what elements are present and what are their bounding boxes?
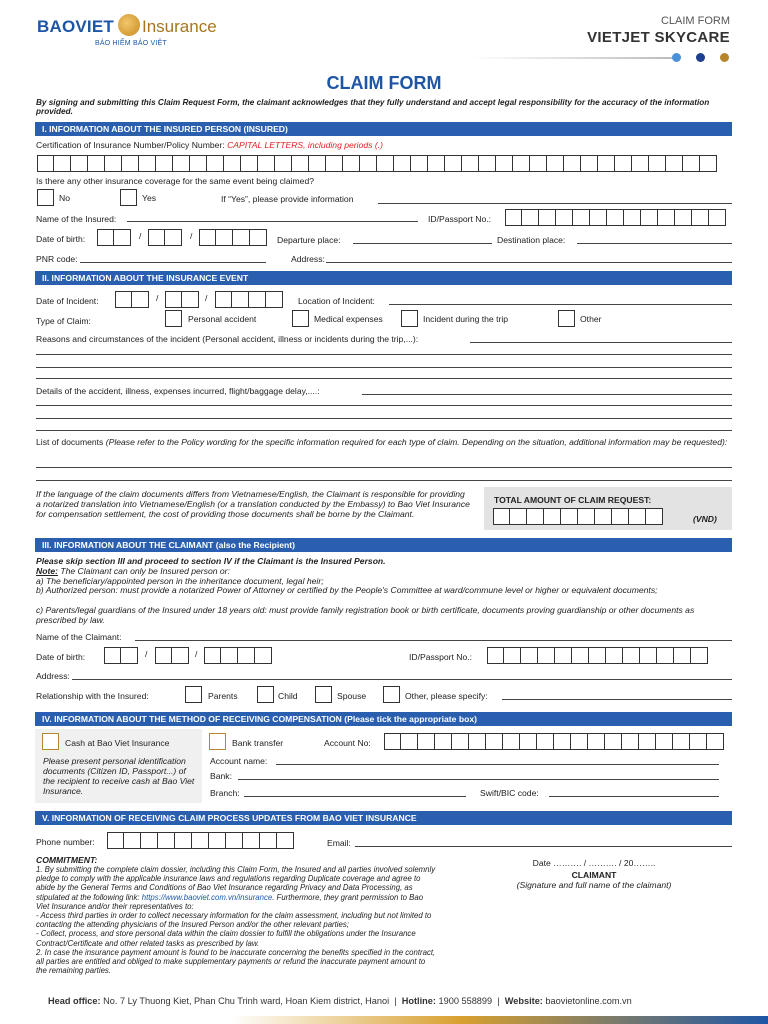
personal-accident-checkbox[interactable]	[165, 310, 182, 327]
documents-label-text: List of documents	[36, 437, 106, 447]
header-dot-1	[672, 53, 681, 62]
header-divider	[470, 57, 675, 59]
insured-dob-day[interactable]	[97, 229, 131, 246]
email-field[interactable]	[355, 846, 732, 847]
destination-label: Destination place:	[497, 235, 566, 245]
head-office-label: Head office:	[48, 996, 101, 1006]
documents-line-1[interactable]	[36, 467, 732, 468]
incident-year[interactable]	[215, 291, 283, 308]
note-rest: The Claimant can only be Insured person or:	[57, 566, 230, 576]
note-b: b) Authorized person: must provide a notarized Power of Attorney or certified by the People's Committee at ward/commune level or higher or equivalent documents;	[36, 585, 658, 595]
email-label: Email:	[327, 838, 351, 848]
child-checkbox[interactable]	[257, 686, 274, 703]
head-office-address: No. 7 Ly Thuong Kiet, Phan Chu Trinh ward, Hoan Kiem district, Hanoi	[100, 996, 390, 1006]
slash-6: /	[195, 649, 198, 659]
slash-1: /	[139, 231, 142, 241]
note-c: c) Parents/legal guardians of the Insured under 18 years old: must provide family registration book or birth certificate, documents proving guardianship or other documents as prescribed by law.	[36, 605, 695, 625]
documents-line-2[interactable]	[36, 480, 732, 481]
insured-name-field[interactable]	[127, 221, 418, 222]
privacy-link[interactable]: https://www.baoviet.com.vn/insurance	[141, 892, 273, 902]
bank-label: Bank:	[210, 771, 232, 781]
if-yes-label: If “Yes”, please provide information	[221, 194, 354, 204]
account-no-boxes[interactable]	[384, 733, 724, 750]
account-name-label: Account name:	[210, 756, 268, 766]
insured-id-label: ID/Passport No.:	[428, 214, 492, 224]
total-amount-label: TOTAL AMOUNT OF CLAIM REQUEST:	[494, 495, 652, 505]
child-label: Child	[278, 691, 298, 701]
medical-expenses-label: Medical expenses	[314, 314, 383, 324]
no-checkbox[interactable]	[37, 189, 54, 206]
reasons-label: Reasons and circumstances of the incident (Personal accident, illness or incidents during the trip,...):	[36, 334, 419, 344]
incident-month[interactable]	[165, 291, 199, 308]
note-line	[36, 566, 733, 576]
logo-emblem-icon	[118, 14, 140, 36]
section-1-header: I. INFORMATION ABOUT THE INSURED PERSON (INSURED)	[35, 122, 732, 136]
reasons-line-3[interactable]	[36, 378, 732, 379]
details-line-0[interactable]	[362, 394, 732, 395]
section-5-header: V. INFORMATION OF RECEIVING CLAIM PROCESS UPDATES FROM BAO VIET INSURANCE	[35, 811, 732, 825]
departure-label: Departure place:	[277, 235, 341, 245]
header-dot-3	[720, 53, 729, 62]
phone-label: Phone number:	[36, 837, 95, 847]
commitment-p4: 2. In case the insurance payment amount is found to be inaccurate concerning the benefits specified in the contract, all parties are entitled and obliged to make supplementary payments or refund the inaccurate payment amount to the remaining parties.	[36, 947, 436, 976]
commitment-text	[36, 865, 438, 975]
branch-field[interactable]	[244, 796, 466, 797]
claimant-name-label: Name of the Claimant:	[36, 632, 122, 642]
hotline-label: Hotline:	[401, 996, 436, 1006]
hotline-number[interactable]: 1900 558899	[435, 996, 493, 1006]
sign-date[interactable]: Date ………. / ………. / 20……..	[532, 858, 656, 868]
slash-3: /	[156, 293, 159, 303]
commitment-p1-a: 1. By submitting the complete claim dossier, including this Claim Form, the Insured and all parties involved solemnly pledge to comply with the applicable insurance laws and regulations regarding Duplicate coverage and agree to abide by the General Terms and Conditions of Bao Viet Insurance regarding Privacy and Data Processing, as stipulated at the following link:	[36, 865, 436, 902]
section-3-header: III. INFORMATION ABOUT THE CLAIMANT (also the Recipient)	[35, 538, 732, 552]
relationship-label: Relationship with the Insured:	[36, 691, 149, 701]
slash-4: /	[205, 293, 208, 303]
note-a: a) The beneficiary/appointed person in the inheritance document, legal heir;	[36, 576, 324, 586]
header-dot-2	[696, 53, 705, 62]
footer: Head office: No. 7 Ly Thuong Kiet, Phan Chu Trinh ward, Hoan Kiem district, Hanoi | Hotline: 1900 558899 | Website: baovietonline.com.vn	[48, 996, 632, 1006]
commitment-heading: COMMITMENT:	[36, 855, 98, 865]
other-relationship-field[interactable]	[502, 699, 732, 700]
logo-insurance: Insurance	[142, 17, 217, 36]
cash-note: Please present personal identification documents (Citizen ID, Passport...) of the recipient to receive cash at Bao Viet Insurance.	[43, 756, 195, 796]
insured-dob-month[interactable]	[148, 229, 182, 246]
commitment-p2: - Access third parties in order to collect necessary information for the claim assessment, including but not limited to contacting the attending physicians of the Insured Person and/or the other relevant parties;	[36, 911, 432, 930]
swift-field[interactable]	[549, 796, 719, 797]
insured-name-label: Name of the Insured:	[36, 214, 117, 224]
claimant-id-label: ID/Passport No.:	[409, 652, 473, 662]
page-title: CLAIM FORM	[326, 73, 442, 93]
swift-label: Swift/BIC code:	[480, 788, 539, 798]
slash-5: /	[145, 649, 148, 659]
documents-label	[36, 437, 733, 447]
claimant-address-label: Address:	[36, 671, 70, 681]
pnr-label: PNR code:	[36, 254, 78, 264]
claimant-dob-day[interactable]	[104, 647, 138, 664]
bank-transfer-checkbox[interactable]	[209, 733, 226, 750]
note-word: Note:	[36, 566, 58, 576]
website-link[interactable]: baovietonline.com.vn	[542, 996, 632, 1006]
vnd-label: (VND)	[693, 514, 717, 524]
logo-subtitle: BẢO HIỂM BẢO VIỆT	[95, 40, 167, 47]
intro-text: By signing and submitting this Claim Request Form, the claimant acknowledges that they fully understand and accept legal responsibility for the accuracy of the information provided.	[36, 98, 710, 116]
claimant-dob-year[interactable]	[204, 647, 272, 664]
cash-checkbox[interactable]	[42, 733, 59, 750]
section-2-header: II. INFORMATION ABOUT THE INSURANCE EVENT	[35, 271, 732, 285]
departure-field[interactable]	[353, 243, 492, 244]
commitment-p1	[36, 865, 438, 911]
yes-label: Yes	[142, 193, 157, 203]
insured-address-label: Address:	[291, 254, 325, 264]
bank-transfer-label: Bank transfer	[232, 738, 284, 748]
details-line-1[interactable]	[36, 405, 732, 406]
if-yes-field[interactable]	[378, 203, 732, 204]
other-claim-label: Other	[580, 314, 602, 324]
incident-day[interactable]	[115, 291, 149, 308]
details-line-3[interactable]	[36, 430, 732, 431]
details-label: Details of the accident, illness, expenses incurred, flight/baggage delay,....:	[36, 386, 320, 396]
incident-location-label: Location of Incident:	[298, 296, 375, 306]
no-label: No	[59, 193, 70, 203]
cash-label: Cash at Bao Viet Insurance	[65, 738, 170, 748]
cert-label-text: Certification of Insurance Number/Policy Number:	[36, 140, 225, 150]
insured-address-field[interactable]	[326, 262, 732, 263]
total-amount-boxes[interactable]	[493, 508, 663, 525]
other-relationship-checkbox[interactable]	[383, 686, 400, 703]
insured-dob-label: Date of birth:	[36, 234, 86, 244]
cert-label	[36, 140, 383, 150]
bank-field[interactable]	[238, 779, 719, 780]
pnr-field[interactable]	[80, 262, 266, 263]
commitment-p3: - Collect, process, and store personal data within the claim dossier to fulfill the obligations under the Insurance Contract/Certificate and other related tasks as prescribed by law.	[36, 929, 416, 948]
signature-note: (Signature and full name of the claimant)	[516, 880, 672, 890]
reasons-line-0[interactable]	[470, 342, 732, 343]
spouse-label: Spouse	[337, 691, 367, 701]
claimant-address-field[interactable]	[72, 679, 732, 680]
branch-label: Branch:	[210, 788, 240, 798]
claimant-dob-month[interactable]	[155, 647, 189, 664]
other-claim-checkbox[interactable]	[558, 310, 575, 327]
documents-note: (Please refer to the Policy wording for the specific information required for each type of claim. Depending on the situation, additional information may be requested):	[105, 437, 728, 447]
policy-number-boxes[interactable]	[37, 155, 717, 172]
slash-2: /	[190, 231, 193, 241]
account-name-field[interactable]	[276, 764, 719, 765]
incident-location-field[interactable]	[389, 304, 732, 305]
details-line-2[interactable]	[36, 418, 732, 419]
insured-id-boxes[interactable]	[505, 209, 726, 226]
spouse-checkbox[interactable]	[315, 686, 332, 703]
phone-boxes[interactable]	[107, 832, 294, 849]
claimant-dob-label: Date of birth:	[36, 652, 86, 662]
claimant-heading: CLAIMANT	[571, 870, 617, 880]
logo-baoviet: BAOVIET	[37, 17, 114, 36]
destination-field[interactable]	[577, 243, 732, 244]
parents-label: Parents	[208, 691, 238, 701]
other-relationship-label: Other, please specify:	[405, 691, 488, 701]
header-product: VIETJET SKYCARE	[587, 29, 730, 46]
reasons-line-1[interactable]	[36, 354, 732, 355]
claimant-id-boxes[interactable]	[487, 647, 708, 664]
trip-incident-label: Incident during the trip	[423, 314, 509, 324]
other-coverage-question: Is there any other insurance coverage for the same event being claimed?	[36, 176, 315, 186]
insured-dob-year[interactable]	[199, 229, 267, 246]
parents-checkbox[interactable]	[185, 686, 202, 703]
claim-type-label: Type of Claim:	[36, 316, 91, 326]
claimant-name-field[interactable]	[135, 640, 732, 641]
yes-checkbox[interactable]	[120, 189, 137, 206]
account-no-label: Account No:	[324, 738, 371, 748]
language-note: If the language of the claim documents differs from Vietnamese/English, the Claimant is responsible for providing a notarized translation into Vietnamese/English (or a translation conducted by the Embassy) to Bao Viet Insurance for compensation settlement, the cost of providing those documents shall be borne by the Claimant.	[36, 489, 470, 519]
section-4-header: IV. INFORMATION ABOUT THE METHOD OF RECEIVING COMPENSATION (Please tick the appropriate box)	[35, 712, 732, 726]
footer-bar	[0, 1016, 768, 1024]
website-label: Website:	[504, 996, 543, 1006]
commitment-p1-b: . Furthermore, they grant permission to Bao Viet Insurance and/or their representatives to:	[36, 892, 424, 911]
header-form-label: CLAIM FORM	[660, 15, 730, 27]
incident-date-label: Date of Incident:	[36, 296, 99, 306]
medical-expenses-checkbox[interactable]	[292, 310, 309, 327]
trip-incident-checkbox[interactable]	[401, 310, 418, 327]
cert-hint: CAPITAL LETTERS, including periods (.)	[227, 140, 383, 150]
skip-note: Please skip section III and proceed to section IV if the Claimant is the Insured Person.	[36, 556, 386, 566]
reasons-line-2[interactable]	[36, 367, 732, 368]
personal-accident-label: Personal accident	[188, 314, 257, 324]
